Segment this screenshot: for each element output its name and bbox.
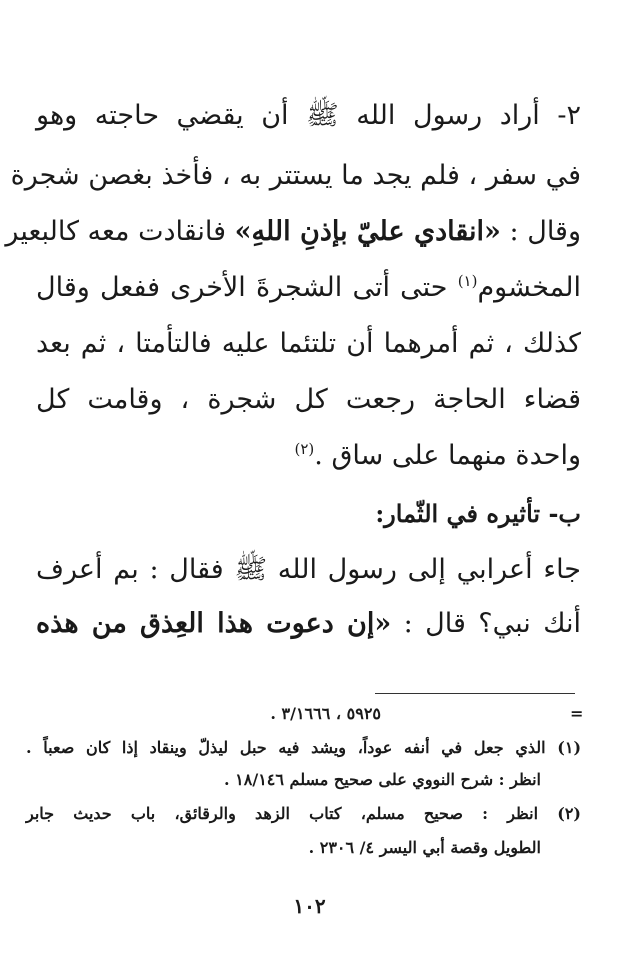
quoted-command: «انقادي عليّ بإذنِ اللهِ» <box>234 216 501 247</box>
section-line-1: جاء أعرابي إلى رسول الله ﷺ فقال : بم أعرف <box>36 554 581 585</box>
body-line-5: كذلك ، ثم أمرهما أن تلتئما عليه فالتأمتا ، ثم بعد <box>36 328 581 359</box>
footnote-continuation: ٥٩٢٥ ، ٣/١٦٦٦ . <box>270 704 381 723</box>
footnote-2-line-2: الطويل وقصة أبي اليسر ٤/ ٢٣٠٦ . <box>308 838 541 857</box>
footnote-ref-2: (٢) <box>294 440 315 458</box>
section-line-2-start: أنك نبي؟ قال : <box>403 608 581 639</box>
quoted-speech: «إن دعوت هذا العِذق من هذه <box>36 608 392 639</box>
body-line-3-before: وقال : <box>500 216 581 247</box>
body-line-3 <box>5 210 581 256</box>
body-line-4-start: المخشوم <box>477 272 581 303</box>
section-line-2 <box>36 602 581 648</box>
continuation-marker: = <box>570 704 584 723</box>
footnote-divider <box>375 693 575 694</box>
body-line-4-end: حتى أتى الشجرةَ الأخرى ففعل وقال <box>36 272 448 303</box>
body-line-6: قضاء الحاجة رجعت كل شجرة ، وقامت كل <box>36 384 581 415</box>
body-line-1: ٢- أراد رسول الله ﷺ أن يقضي حاجته وهو <box>36 100 581 131</box>
footnote-ref-1: (١) <box>457 272 478 290</box>
footnote-2-line-1: (٢) انظر : صحيح مسلم، كتاب الزهد والرقائق، باب حديث جابر <box>26 804 581 823</box>
body-line-7-text: واحدة منهما على ساق . <box>314 440 581 471</box>
footnote-1-line-2: انظر : شرح النووي على صحيح مسلم ١٨/١٤٦ . <box>224 770 541 789</box>
body-line-3-after: فانقادت معه كالبعير <box>5 216 235 247</box>
body-line-2: في سفر ، فلم يجد ما يستتر به ، فأخذ بغصن شجرة <box>10 160 581 191</box>
section-heading: ب- تأثيره في الثّمار: <box>375 499 581 528</box>
footnote-1-line-1: (١) الذي جعل في أنفه عوداً، ويشد فيه حبل ليذلّ وينقاد إذا كان صعباً . <box>26 738 582 757</box>
body-line-7 <box>36 434 581 480</box>
page-number: ١٠٢ <box>293 894 326 918</box>
body-line-4 <box>36 266 581 312</box>
